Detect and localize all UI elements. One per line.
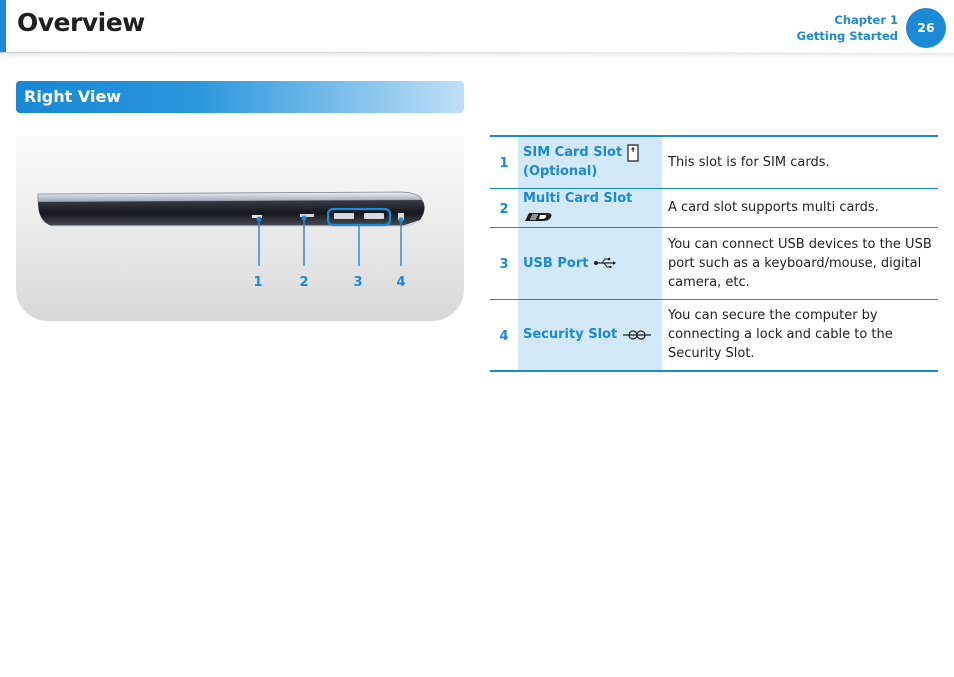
security-lock-icon — [622, 329, 652, 341]
callout-number-1: 1 — [253, 275, 263, 290]
laptop-right-view-figure — [16, 136, 464, 321]
table-row — [490, 227, 938, 299]
page-title: Overview — [17, 8, 145, 37]
header-accent-bar — [0, 0, 6, 52]
usb-port-2 — [364, 213, 384, 219]
header-divider — [0, 52, 954, 58]
row-number: 3 — [490, 227, 518, 299]
callout-number-4: 4 — [396, 275, 406, 290]
row-number: 2 — [490, 188, 518, 227]
sd-card-icon — [523, 211, 553, 223]
chapter-title: Getting Started — [796, 29, 898, 43]
port-description: A card slot supports multi cards. — [662, 188, 938, 227]
usb-port-1 — [334, 213, 354, 219]
table-row — [490, 188, 938, 227]
sim-card-icon — [627, 144, 639, 162]
row-number: 4 — [490, 299, 518, 371]
port-name-cell — [518, 188, 662, 227]
port-name: SIM Card Slot — [523, 145, 623, 161]
port-name-cell — [518, 136, 662, 188]
laptop-illustration — [16, 136, 464, 321]
section-title: Right View — [24, 87, 122, 106]
port-name: Security Slot — [523, 327, 618, 343]
usb-icon — [593, 257, 617, 269]
port-description: This slot is for SIM cards. — [668, 154, 830, 170]
chapter-label — [797, 12, 898, 44]
page-number-badge: 26 — [906, 8, 946, 48]
port-name-cell — [518, 299, 662, 371]
callout-number-2: 2 — [299, 275, 309, 290]
section-header — [16, 81, 464, 113]
port-name-cell — [518, 227, 662, 299]
port-name-note: (Optional) — [523, 164, 598, 180]
port-description-table — [490, 135, 938, 372]
port-description: You can connect USB devices to the USB port such as a keyboard/mouse, digital camera, etc. — [662, 227, 938, 299]
callout-number-3: 3 — [353, 275, 363, 290]
chapter-number: Chapter 1 — [834, 13, 898, 27]
row-number: 1 — [499, 156, 509, 172]
table-row — [490, 299, 938, 371]
table-row — [490, 136, 938, 188]
port-name: USB Port — [523, 255, 589, 271]
port-name: Multi Card Slot — [523, 190, 633, 206]
port-description: You can secure the computer by connecting a lock and cable to the Security Slot. — [662, 299, 938, 371]
